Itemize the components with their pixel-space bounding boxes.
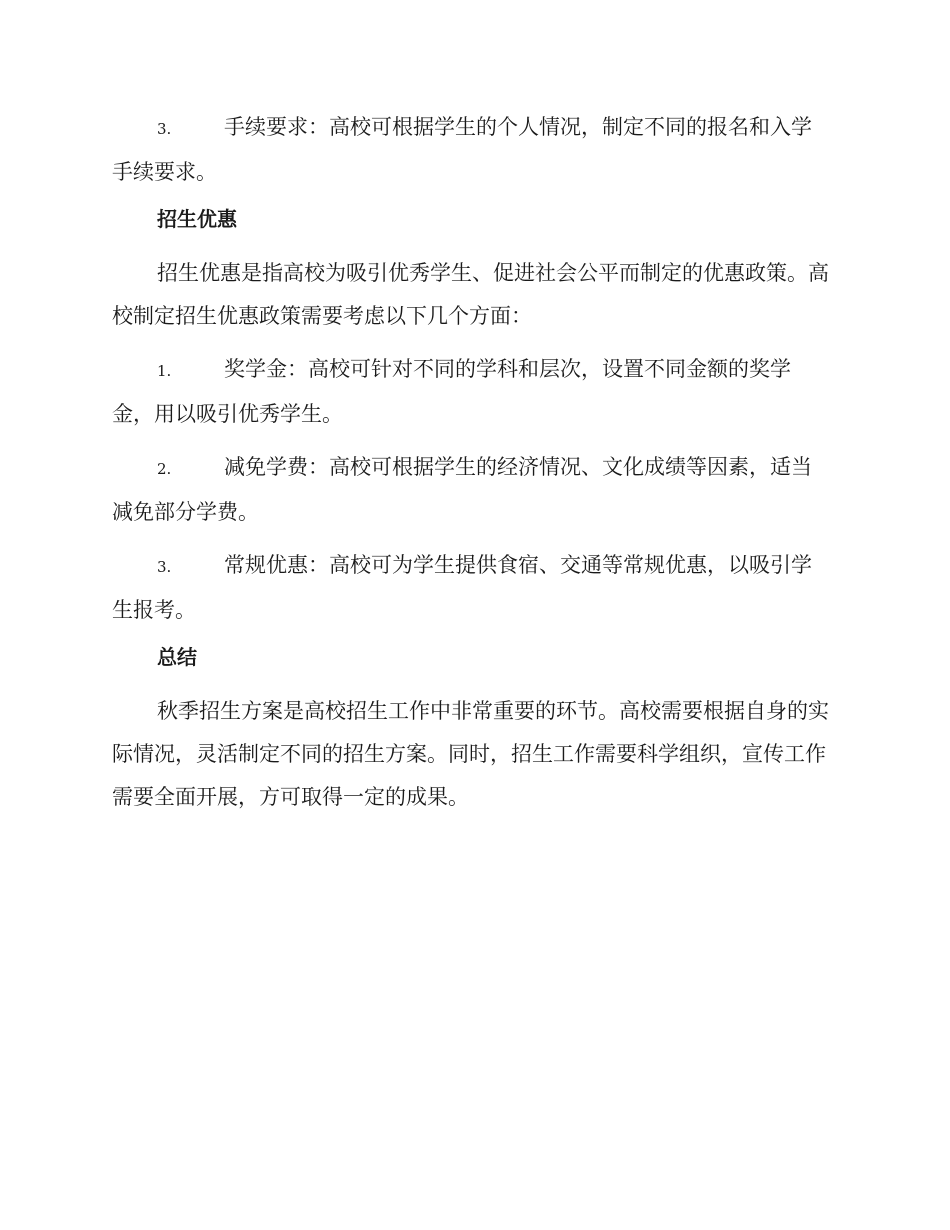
list-number: 2. bbox=[157, 460, 172, 478]
paragraph-discount-intro: 招生优惠是指高校为吸引优秀学生、促进社会公平而制定的优惠政策。高校制定招生优惠政策需要考虑以下几个方面： bbox=[112, 261, 829, 328]
list-item bbox=[112, 544, 832, 632]
list-item-text: 手续要求：高校可根据学生的个人情况，制定不同的报名和入学手续要求。 bbox=[112, 115, 812, 184]
list-item-text: 常规优惠：高校可为学生提供食宿、交通等常规优惠，以吸引学生报考。 bbox=[112, 553, 812, 622]
list-number: 3. bbox=[157, 120, 172, 138]
list-item bbox=[112, 348, 832, 436]
list-number: 1. bbox=[157, 362, 172, 380]
list-item bbox=[112, 446, 832, 534]
section-heading-summary: 总结 bbox=[157, 645, 197, 669]
list-item-text: 减免学费：高校可根据学生的经济情况、文化成绩等因素，适当减免部分学费。 bbox=[112, 455, 812, 524]
section-heading-discount: 招生优惠 bbox=[157, 207, 237, 231]
list-item bbox=[112, 106, 832, 194]
paragraph-summary: 秋季招生方案是高校招生工作中非常重要的环节。高校需要根据自身的实际情况，灵活制定不同的招生方案。同时，招生工作需要科学组织，宣传工作需要全面开展，方可取得一定的成果。 bbox=[112, 699, 829, 809]
list-number: 3. bbox=[157, 558, 172, 576]
list-item-text: 奖学金：高校可针对不同的学科和层次，设置不同金额的奖学金，用以吸引优秀学生。 bbox=[112, 357, 791, 426]
document-page bbox=[112, 106, 832, 829]
